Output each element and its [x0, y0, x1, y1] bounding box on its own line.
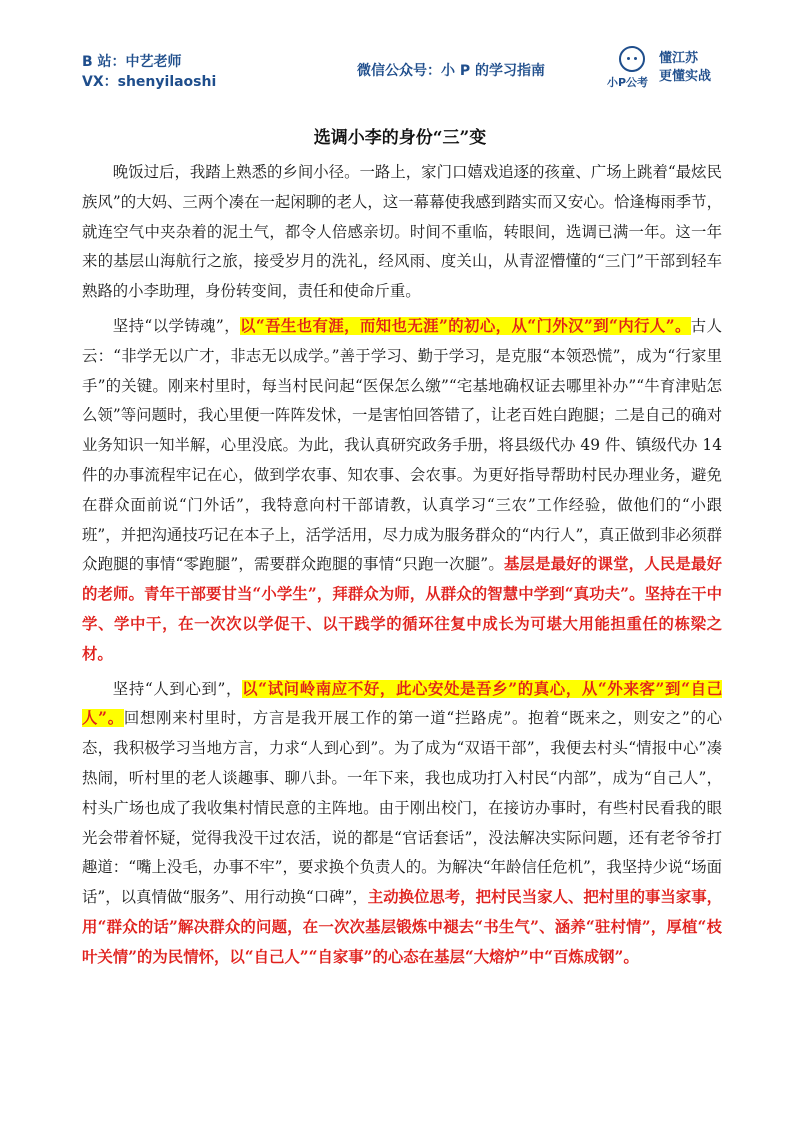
logo-slogan-line-1: 懂江苏 — [659, 51, 699, 66]
paragraph-3 — [82, 675, 722, 973]
paragraph-2-highlight: 以“吾生也有涯，而知也无涯”的初心，从“门外汉”到“内行人”。 — [240, 316, 691, 335]
paragraph-2 — [82, 312, 722, 670]
paragraph-1: 晚饭过后，我踏上熟悉的乡间小径。一路上，家门口嬉戏追逐的孩童、广场上跳着“最炫民族风”的大妈、三两个凑在一起闲聊的老人，这一幕幕使我感到踏实而又安心。恰逢梅雨季节，就连空气中夹杂着的泥土气，都令人倍感亲切。时间不重临，转眼间，选调已满一年。这一年来的基层山海航行之旅，接受岁月的洗礼，经风雨、度关山，从青涩懵懂的“三门”干部到轻车熟路的小李助理，身份转变间，责任和使命斤重。 — [82, 163, 722, 301]
paragraph-3-body: 回想刚来村里时，方言是我开展工作的第一道“拦路虎”。抱着“既来之，则安之”的心态，我积极学习当地方言，力求“人到心到”。为了成为“双语干部”，我便去村头“情报中心”凑热闹，听村里的老人谈趣事、聊八卦。一年下来，我也成功打入村民“内部”，成为“自己人”，村头广场也成了我收集村情民意的主阵地。由于刚出校门，在接访办事时，有些村民看我的眼光会带着怀疑，觉得我没干过农活，说的都是“官话套话”，没法解决实际问题，还有老爷爷打趣道：“嘴上没毛，办事不牢”，要求换个负责人的。为解决“年龄信任危机”，我坚持少说“场面话”，以真情做“服务”、用行动换“口碑”， — [82, 709, 722, 907]
paragraph-3-emphasis: 主动换位思考，把村民当家人、把村里的事当家事，用“群众的话”解决群众的问题，在一次次基层锻炼中褪去“书生气”、涵养“驻村情”，厚植“枝叶关情”的为民情怀，以“自己人”“自家事”的心态在基层“大熔炉”中“百炼成钢”。 — [82, 888, 722, 966]
vx-label: VX：shenyilaoshi — [82, 74, 217, 90]
paragraph-2-body: 古人云：“非学无以广才，非志无以成学。”善于学习、勤于学习，是克服“本领恐慌”，成为“行家里手”的关键。刚来村里时，每当村民问起“医保怎么缴”“宅基地确权证去哪里补办”“牛育津贴怎么领”等问题时，我心里便一阵阵发怵，一是害怕回答错了，让老百姓白跑腿；二是自己的确对业务知识一知半解，心里没底。为此，我认真研究政务手册，将县级代办 49 件、镇级代办 14 件的办事流程牢记在心，做到学农事、知农事、会农事。为更好指导帮助村民办理业务，避免在群众面前说“门外话”，我特意向村干部请教，认真学习“三农”工作经验，做他们的“小跟班”，并把沟通技巧记在本子上，活学活用，尽力成为服务群众的“内行人”，真正做到非必须群众跑腿的事情“零跑腿”，需要群众跑腿的事情“只跑一次腿”。 — [82, 316, 722, 574]
brand-logo — [607, 44, 737, 94]
wechat-label: 微信公众号：小 P 的学习指南 — [357, 63, 546, 79]
paragraph-3-lead: 坚持“人到心到”， — [112, 679, 243, 698]
paragraph-3-highlight: 以“试问岭南应不好，此心安处是吾乡”的真心，从“外来客”到“自己人”。 — [82, 679, 722, 728]
paragraph-2-emphasis: 基层是最好的课堂，人民是最好的老师。青年干部要甘当“小学生”，拜群众为师，从群众的智慧中学到“真功夫”。坚持在干中学、学中干，在一次次以学促干、以干践学的循环往复中成长为可堪大用能担重任的栋梁之材。 — [82, 555, 722, 663]
article-body — [82, 158, 722, 973]
logo-face-icon — [619, 46, 645, 72]
bilibili-label: B 站：中艺老师 — [82, 54, 182, 70]
logo-slogan — [659, 50, 711, 86]
article-title: 选调小李的身份“三”变 — [313, 128, 487, 148]
header-left — [82, 52, 216, 92]
logo-brand-text: 小P公考 — [607, 76, 649, 89]
logo-slogan-line-2: 更懂实战 — [659, 69, 712, 84]
paragraph-2-lead: 坚持“以学铸魂”， — [112, 316, 241, 335]
